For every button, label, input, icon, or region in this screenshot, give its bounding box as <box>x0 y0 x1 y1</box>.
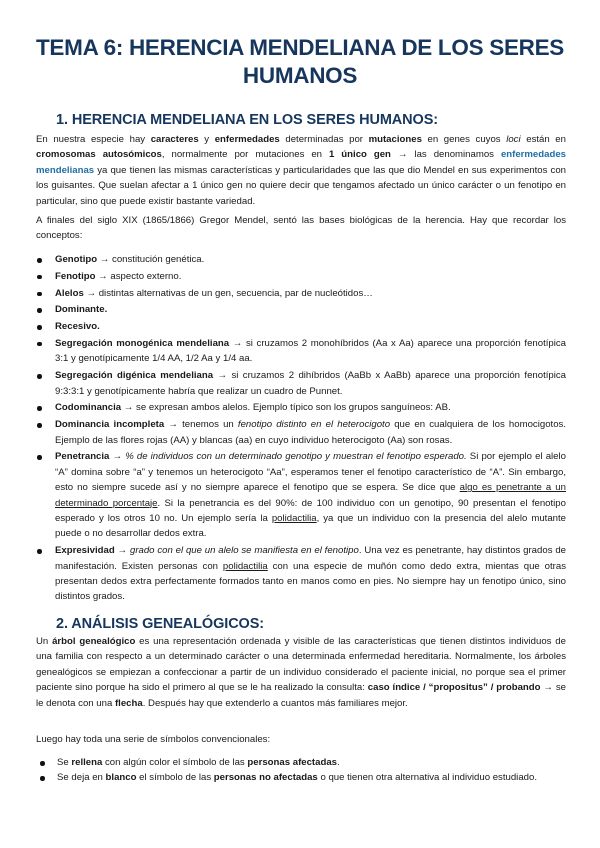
concept-term: Alelos <box>55 287 84 299</box>
list-item <box>36 770 566 785</box>
bold-term: cromosomas autosómicos <box>36 149 162 161</box>
text: Si por ejemplo el alelo “A” domina sobre “a” y tenemos un heterocigoto “Aa”, esperamos tener el fenotipo característico de “A”. Sin embargo, esto no siempre sucede así y no siempre aparece el fenotipo que se espera. Se dice que <box>55 451 566 494</box>
text: Un <box>36 636 53 647</box>
list-item <box>36 449 566 541</box>
text: y <box>198 134 215 145</box>
highlight-term: enfermedades mendelianas <box>36 149 566 176</box>
text: con algún color el símbolo de las <box>102 757 248 768</box>
text: , normalmente por mutaciones en <box>161 149 329 161</box>
text: en genes cuyos <box>421 134 507 145</box>
bold-term: árbol genealógico <box>52 636 136 647</box>
concept-term: Penetrancia <box>55 451 110 463</box>
text: . <box>337 757 340 768</box>
bold-term: personas afectadas <box>247 757 337 768</box>
concept-term: Fenotipo <box>55 270 96 282</box>
text: determinadas por <box>279 134 369 145</box>
text: → <box>109 451 126 463</box>
concept-desc: → aspecto externo. <box>95 270 182 282</box>
list-item <box>36 368 566 399</box>
list-item <box>36 417 566 448</box>
section1-intro-paragraph <box>36 132 566 209</box>
bold-term: flecha <box>114 697 143 709</box>
concept-term: Codominancia <box>55 402 122 414</box>
text: o que tienen otra alternativa al individuo estudiado. <box>317 772 537 784</box>
section1-heading: 1. HERENCIA MENDELIANA EN LOS SERES HUMANOS: <box>56 112 439 128</box>
section1-concepts-intro: A finales del siglo XIX (1865/1866) Gregor Mendel, sentó las bases biológicas de la herencia. Hay que recordar los conceptos: <box>36 215 566 242</box>
text: con una especie de muñón como dedo extra, mientas que otras presentan dedos extra perfectamente formados tanto en manos como en pies. No siempre hay un fenotipo único, sino distintos grados. <box>55 560 567 603</box>
text: En nuestra especie hay <box>36 134 151 145</box>
italic-term: % de individuos con un determinado genotipo y muestran el fenotipo esperado. <box>125 451 467 463</box>
text: . Una vez es penetrante, hay distintos grados de manifestación. Existen personas con <box>55 545 566 572</box>
list-item <box>36 302 566 317</box>
bold-term: 1 único gen <box>329 149 391 161</box>
section2-intro-paragraph <box>36 634 566 711</box>
concept-term: Dominante. <box>55 304 108 316</box>
text: → tenemos un <box>164 419 238 431</box>
concept-desc: → se expresan ambos alelos. Ejemplo típico son los grupos sanguíneos: AB. <box>121 402 451 414</box>
text: Se <box>57 757 72 768</box>
list-item <box>36 755 566 770</box>
bold-term: mutaciones <box>368 134 422 145</box>
italic-term: loci <box>506 134 521 145</box>
page-title: TEMA 6: HERENCIA MENDELIANA DE LOS SERES HUMANOS <box>35 35 565 88</box>
text: Se deja en <box>57 772 106 784</box>
concept-term: Genotipo <box>55 254 98 265</box>
concept-desc: → si cruzamos 2 monohíbridos (Aa x Aa) aparece una proporción fenotípica 3:1 y genotípicamente 1/4 AA, 1/2 Aa y 1/4 aa. <box>55 337 567 365</box>
underlined-text: polidactilia <box>222 560 268 572</box>
list-item <box>36 336 566 367</box>
concept-term: Segregación digénica mendeliana <box>55 370 214 382</box>
text: es una representación ordenada y visible de las características que tienen distintos individuos de una familia con respecto a un determinado carácter o una determinada enfermedad hereditaria. Normalmente, los árboles genealógicos se empiezan a confeccionar a partir de un individuo considerado el paciente inicial, no porque sea el primer paciente sino porque ha sido el primero al que se le ha realizado la consulta: <box>36 636 566 694</box>
text: el símbolo de las <box>136 772 214 784</box>
text: → las denominamos <box>390 149 501 161</box>
bold-term: personas no afectadas <box>213 772 318 784</box>
section2-heading: 2. ANÁLISIS GENEALÓGICOS: <box>56 616 265 632</box>
bold-term: rellena <box>71 757 103 768</box>
list-item <box>36 319 566 334</box>
concept-desc: → constitución genética. <box>97 254 205 265</box>
concept-term: Dominancia incompleta <box>55 419 165 431</box>
concept-desc: → si cruzamos 2 dihíbridos (AaBb x AaBb) aparece una proporción fenotípica 9:3:3:1 y genotípicamente habría que realizar un cuadro de Punnet. <box>55 370 567 397</box>
concept-desc: → distintas alternativas de un gen, secuencia, par de nucleótidos… <box>83 287 373 299</box>
italic-term: fenotipo distinto en el heterocigoto <box>237 419 391 431</box>
concept-term: Segregación monogénica mendeliana <box>55 337 230 349</box>
italic-term: grado con el que un alelo se manifiesta en el fenotipo <box>129 545 359 557</box>
bold-term: enfermedades <box>214 134 280 145</box>
symbols-list <box>36 755 566 786</box>
text: que en cualquiera de los homocigotos. Ejemplo de las flores rojas (AA) y blancas (aa) en cuyo individuo heterocigoto (Aa) son rosas. <box>55 419 566 446</box>
text: ya que tienen las mismas características y particularidades que las que dio Mendel en sus experimentos con los guisantes. Que suelan afectar a 1 único gen no quiere decir que tengamos afectado un único carácter o un fenotipo en particular, sino que puede existir bastante variedad. <box>36 164 566 207</box>
text: están en <box>520 134 566 145</box>
underlined-text: algo es penetrante a un determinado porcentaje <box>55 482 566 509</box>
concept-term: Recesivo. <box>55 321 100 333</box>
text: → se le denota con una <box>36 682 567 709</box>
bold-term: caracteres <box>150 134 199 145</box>
list-item <box>36 400 566 415</box>
underlined-text: polidactilia <box>271 513 317 525</box>
list-item <box>36 269 566 284</box>
text: . Si la penetrancia es del 90%: de 100 individuo con un genotipo, 90 presentan el fenotipo esperado y los otros 10 no. Un ejemplo sería la <box>55 497 566 525</box>
text: , ya que un individuo con la presencia del alelo mutante puede o no desarrollar dedos extra. <box>55 513 566 540</box>
list-item <box>36 543 566 605</box>
bold-term: blanco <box>105 772 137 784</box>
section2-symbols-intro: Luego hay toda una serie de símbolos convencionales: <box>36 734 271 745</box>
concept-term: Expresividad <box>55 545 115 557</box>
text: → <box>114 545 130 557</box>
list-item <box>36 286 566 301</box>
concepts-list <box>36 252 566 606</box>
list-item <box>36 252 566 267</box>
bold-term: caso índice / “propositus” / probando <box>367 682 541 694</box>
text: . Después hay que extenderlo a cuantos más familiares mejor. <box>142 697 408 709</box>
